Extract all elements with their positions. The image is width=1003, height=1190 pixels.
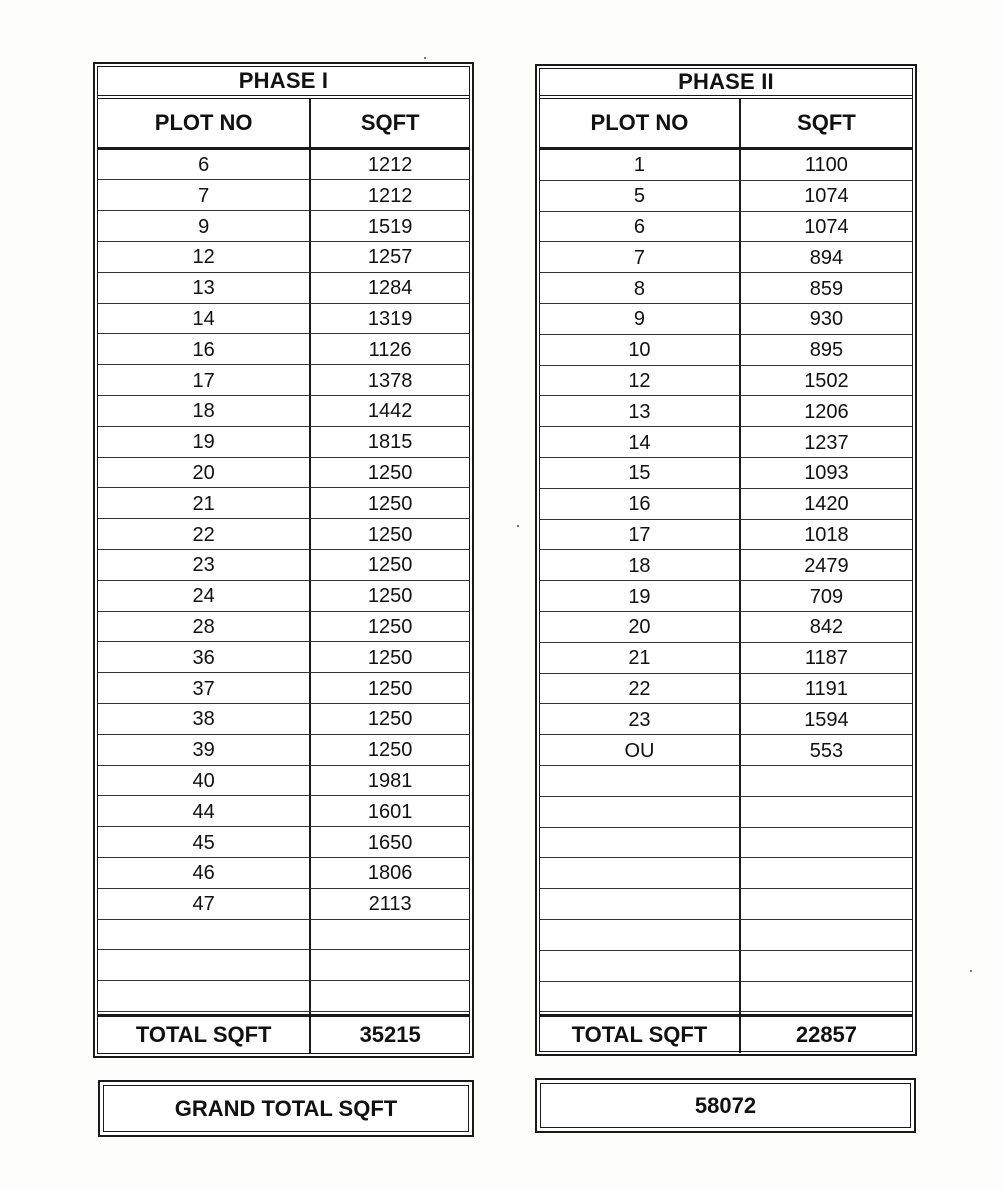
table-row <box>540 181 912 212</box>
table-row <box>540 335 912 366</box>
plot-no-cell: 23 <box>98 550 311 580</box>
plot-no-cell <box>540 766 741 796</box>
sqft-cell: 553 <box>809 739 844 762</box>
plot-no-cell: 20 <box>540 612 741 642</box>
table-row <box>540 520 912 551</box>
sqft-cell <box>741 766 912 796</box>
plot-no-header: PLOT NO <box>98 99 311 147</box>
plot-no-cell: 14 <box>98 304 311 334</box>
plot-no-cell: 7 <box>98 180 311 210</box>
plot-no-cell: 39 <box>98 735 311 765</box>
sqft-cell: 1519 <box>367 215 413 238</box>
sqft-cell <box>311 1012 469 1014</box>
sqft-cell: 1815 <box>367 431 413 454</box>
speck <box>424 57 426 59</box>
sqft-cell: 1018 <box>804 523 849 546</box>
table-row <box>98 827 469 858</box>
plot-no-cell: 12 <box>540 366 741 396</box>
plot-no-cell <box>540 828 741 858</box>
table-row <box>540 828 912 859</box>
table-row <box>540 366 912 397</box>
plot-no-cell: 18 <box>98 396 311 426</box>
table-row <box>98 981 469 1012</box>
table-row <box>98 427 469 458</box>
plot-no-cell: 17 <box>98 365 311 395</box>
table-row <box>540 674 912 705</box>
table-row <box>540 858 912 889</box>
table-row <box>98 735 469 766</box>
table-row <box>540 304 912 335</box>
table-row <box>98 550 469 581</box>
plot-no-cell: 13 <box>98 273 311 303</box>
phase-2-title: PHASE II <box>540 69 912 99</box>
grand-total-label: GRAND TOTAL SQFT <box>103 1085 469 1132</box>
table-row <box>98 488 469 519</box>
table-row <box>540 612 912 643</box>
table-row <box>540 427 912 458</box>
plot-no-cell: 15 <box>540 458 741 488</box>
table-row <box>98 950 469 981</box>
phase-2-body <box>540 150 912 1017</box>
table-row <box>98 519 469 550</box>
sqft-cell: 1250 <box>367 462 413 485</box>
table-row <box>540 735 912 766</box>
sqft-cell: 1100 <box>804 154 848 177</box>
table-row <box>98 396 469 427</box>
phase-2-total-value: 22857 <box>795 1022 858 1048</box>
plot-no-cell: 44 <box>98 796 311 826</box>
grand-total-value-box <box>535 1078 916 1133</box>
plot-no-cell: 47 <box>98 889 311 919</box>
plot-no-cell: 17 <box>540 520 741 550</box>
sqft-cell <box>311 920 469 950</box>
sqft-cell: 1250 <box>367 708 413 731</box>
sqft-cell <box>311 950 469 980</box>
plot-no-cell: 24 <box>98 581 311 611</box>
plot-no-cell: 19 <box>540 581 741 611</box>
table-row <box>540 150 912 181</box>
plot-no-cell: OU <box>540 735 741 765</box>
sqft-cell: 1981 <box>367 770 413 793</box>
phase-1-title: PHASE I <box>98 67 469 99</box>
table-row <box>98 180 469 211</box>
phase-2-header-row <box>540 99 912 150</box>
table-row <box>540 242 912 273</box>
plot-no-cell: 6 <box>540 212 741 242</box>
plot-no-cell: 9 <box>98 211 311 241</box>
plot-no-cell <box>98 950 311 980</box>
plot-no-cell: 6 <box>98 150 311 180</box>
sqft-cell <box>741 889 912 919</box>
plot-no-cell: 36 <box>98 642 311 672</box>
plot-no-cell <box>540 1012 741 1014</box>
sqft-cell: 1250 <box>367 554 413 577</box>
sqft-cell: 1378 <box>367 369 413 392</box>
plot-no-cell: 7 <box>540 242 741 272</box>
plot-no-cell <box>98 920 311 950</box>
speck <box>517 525 519 527</box>
sqft-cell: 1806 <box>367 862 413 885</box>
sqft-cell: 2113 <box>368 893 412 916</box>
sqft-cell: 1250 <box>367 523 413 546</box>
plot-no-cell: 45 <box>98 827 311 857</box>
table-row <box>98 642 469 673</box>
table-row <box>98 920 469 951</box>
table-row <box>98 673 469 704</box>
sqft-cell: 1250 <box>367 739 413 762</box>
plot-no-cell: 46 <box>98 858 311 888</box>
table-row <box>98 889 469 920</box>
table-row <box>98 458 469 489</box>
table-row <box>540 458 912 489</box>
speck <box>970 970 972 972</box>
plot-no-header: PLOT NO <box>540 99 741 147</box>
table-row <box>98 581 469 612</box>
sqft-cell <box>741 858 912 888</box>
plot-no-cell: 13 <box>540 396 741 426</box>
table-row <box>98 796 469 827</box>
sqft-cell: 842 <box>809 616 844 639</box>
table-row <box>540 889 912 920</box>
plot-no-cell: 5 <box>540 181 741 211</box>
sqft-cell: 930 <box>809 308 844 331</box>
table-row <box>540 766 912 797</box>
plot-no-cell: 10 <box>540 335 741 365</box>
plot-no-cell: 20 <box>98 458 311 488</box>
phase-1-total-row <box>98 1017 469 1053</box>
plot-no-cell: 28 <box>98 612 311 642</box>
table-row <box>540 581 912 612</box>
phase-1-table <box>93 62 474 1058</box>
table-row <box>540 273 912 304</box>
plot-no-cell <box>540 951 741 981</box>
phase-2-table <box>535 64 917 1056</box>
sqft-cell <box>741 828 912 858</box>
table-row <box>540 1012 912 1014</box>
phase-1-body <box>98 150 469 1017</box>
plot-no-cell: 21 <box>540 643 741 673</box>
table-row <box>98 1012 469 1014</box>
sqft-cell <box>741 951 912 981</box>
phase-2-total-row <box>540 1017 912 1053</box>
sqft-cell: 1257 <box>367 246 413 269</box>
plot-no-cell: 40 <box>98 766 311 796</box>
phase-2-total-label: TOTAL SQFT <box>540 1017 741 1053</box>
phase-1-total-value: 35215 <box>359 1022 421 1047</box>
sqft-cell: 709 <box>809 585 844 608</box>
sqft-cell: 1601 <box>367 800 413 823</box>
plot-no-cell: 9 <box>540 304 741 334</box>
phase-1-header-row <box>98 99 469 150</box>
table-row <box>540 951 912 982</box>
table-row <box>98 211 469 242</box>
table-row <box>540 920 912 951</box>
sqft-cell: 1594 <box>804 708 849 731</box>
plot-no-cell: 21 <box>98 488 311 518</box>
table-row <box>540 643 912 674</box>
sqft-cell: 1250 <box>367 616 413 639</box>
plot-no-cell: 16 <box>540 489 741 519</box>
sqft-cell: 1502 <box>804 369 849 392</box>
sqft-cell <box>741 920 912 950</box>
plot-no-cell <box>540 920 741 950</box>
plot-no-cell: 19 <box>98 427 311 457</box>
plot-no-cell: 23 <box>540 704 741 734</box>
sqft-header: SQFT <box>360 109 420 135</box>
plot-no-cell: 8 <box>540 273 741 303</box>
plot-no-cell <box>98 981 311 1011</box>
table-row <box>98 858 469 889</box>
table-row <box>540 550 912 581</box>
sqft-cell: 894 <box>809 246 844 269</box>
sqft-cell <box>311 981 469 1011</box>
sqft-cell: 1191 <box>804 677 848 700</box>
plot-no-cell <box>540 797 741 827</box>
table-row <box>540 704 912 735</box>
sqft-cell: 859 <box>809 277 844 300</box>
plot-no-cell: 37 <box>98 673 311 703</box>
sqft-cell: 1074 <box>804 185 849 208</box>
table-row <box>98 612 469 643</box>
sqft-cell: 1126 <box>368 338 412 361</box>
table-row <box>540 982 912 1013</box>
sqft-cell: 1250 <box>367 492 413 515</box>
sqft-cell: 1237 <box>804 431 849 454</box>
table-row <box>540 396 912 427</box>
sqft-cell: 1442 <box>367 400 413 423</box>
grand-total-value: 58072 <box>540 1083 911 1128</box>
plot-no-cell: 16 <box>98 334 311 364</box>
sqft-cell: 1284 <box>367 277 413 300</box>
table-row <box>540 489 912 520</box>
sqft-cell: 1250 <box>367 677 413 700</box>
plot-no-cell: 22 <box>540 674 741 704</box>
plot-no-cell: 22 <box>98 519 311 549</box>
sqft-cell: 1074 <box>804 215 849 238</box>
phase-1-total-label: TOTAL SQFT <box>98 1017 311 1053</box>
sqft-cell: 1212 <box>367 154 413 177</box>
plot-no-cell <box>540 889 741 919</box>
sqft-cell <box>741 797 912 827</box>
table-row <box>98 365 469 396</box>
sqft-cell: 1093 <box>804 462 849 485</box>
sqft-cell: 1250 <box>367 646 413 669</box>
sqft-cell: 2479 <box>804 554 849 577</box>
table-row <box>98 766 469 797</box>
table-row <box>98 273 469 304</box>
grand-total-label-box <box>98 1080 474 1137</box>
sqft-cell: 1206 <box>804 400 849 423</box>
plot-no-cell: 1 <box>540 150 741 180</box>
plot-no-cell <box>540 982 741 1012</box>
plot-no-cell: 38 <box>98 704 311 734</box>
sqft-cell <box>741 1012 912 1014</box>
sqft-header: SQFT <box>797 110 856 135</box>
table-row <box>540 797 912 828</box>
plot-no-cell: 14 <box>540 427 741 457</box>
sqft-cell: 1650 <box>367 831 413 854</box>
table-row <box>540 212 912 243</box>
table-row <box>98 242 469 273</box>
sqft-cell <box>741 982 912 1012</box>
table-row <box>98 704 469 735</box>
table-row <box>98 334 469 365</box>
sqft-cell: 1420 <box>804 493 849 516</box>
sqft-cell: 1212 <box>367 184 413 207</box>
plot-no-cell: 18 <box>540 550 741 580</box>
plot-no-cell <box>98 1012 311 1014</box>
plot-no-cell <box>540 858 741 888</box>
sqft-cell: 1250 <box>367 585 413 608</box>
plot-no-cell: 12 <box>98 242 311 272</box>
table-row <box>98 304 469 335</box>
sqft-cell: 895 <box>809 339 844 362</box>
sqft-cell: 1187 <box>804 647 848 670</box>
table-row <box>98 150 469 181</box>
sqft-cell: 1319 <box>367 308 413 331</box>
